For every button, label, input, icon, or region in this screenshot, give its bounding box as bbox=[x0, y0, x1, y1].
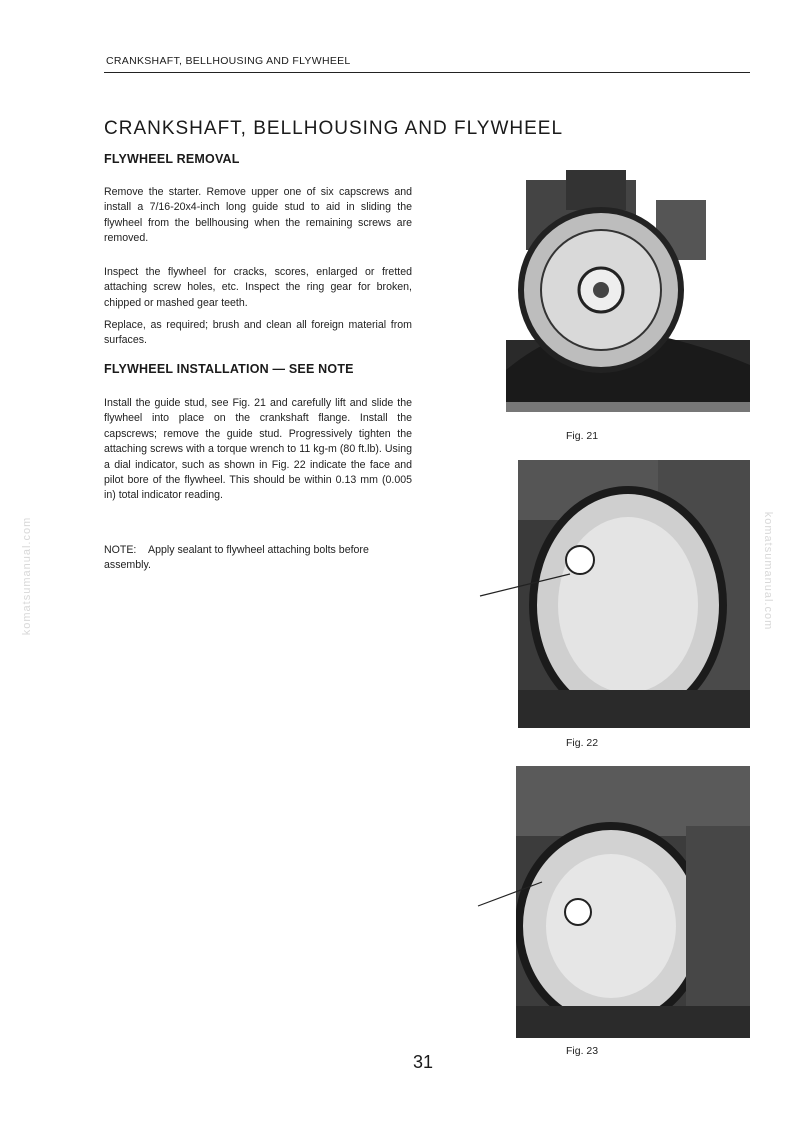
figure-23-caption: Fig. 23 bbox=[566, 1045, 599, 1057]
paragraph-installation-1: Install the guide stud, see Fig. 21 and carefully lift and slide the flywheel into place on the crankshaft flange. Install the capscrews; remove the guide stud. Progressively tighten the attaching screws with a torque wrench to 11 kg-m (80 ft.lb). Using a dial indicator, such as shown in Fig. 22 indicate the face and pilot bore of the flywheel. This should be within 0.13 mm (0.005 in) total indicator reading. bbox=[104, 397, 412, 502]
header-rule bbox=[104, 72, 750, 73]
paragraph-removal-3: Replace, as required; brush and clean all foreign material from surfaces. bbox=[104, 319, 412, 347]
paragraph-removal-2: Inspect the flywheel for cracks, scores, enlarged or fretted attaching screw holes, etc. Inspect the ring gear for broken, chipped or mashed gear teeth. bbox=[104, 266, 412, 309]
section-heading-removal: FLYWHEEL REMOVAL bbox=[104, 152, 240, 166]
figure-21-photo bbox=[506, 170, 750, 412]
figure-23-indicator-pointer bbox=[470, 870, 550, 920]
paragraph-removal-1: Remove the starter. Remove upper one of six capscrews and install a 7/16-20x4-inch long guide stud to aid in sliding the flywheel from the bellhousing when the remaining screws are removed. bbox=[104, 186, 412, 245]
note-label: NOTE: bbox=[104, 544, 137, 556]
note bbox=[104, 543, 412, 574]
running-header: CRANKSHAFT, BELLHOUSING AND FLYWHEEL bbox=[106, 55, 351, 67]
figure-23-photo bbox=[516, 766, 750, 1038]
page-number: 31 bbox=[413, 1052, 434, 1072]
page-title: CRANKSHAFT, BELLHOUSING AND FLYWHEEL bbox=[104, 118, 564, 139]
note-text: Apply sealant to flywheel attaching bolts before assembly. bbox=[104, 544, 369, 572]
figure-22-caption: Fig. 22 bbox=[566, 737, 599, 749]
figure-22-indicator-pointer bbox=[470, 560, 580, 610]
section-heading-installation: FLYWHEEL INSTALLATION — SEE NOTE bbox=[104, 362, 354, 376]
figure-21-caption: Fig. 21 bbox=[566, 430, 599, 442]
